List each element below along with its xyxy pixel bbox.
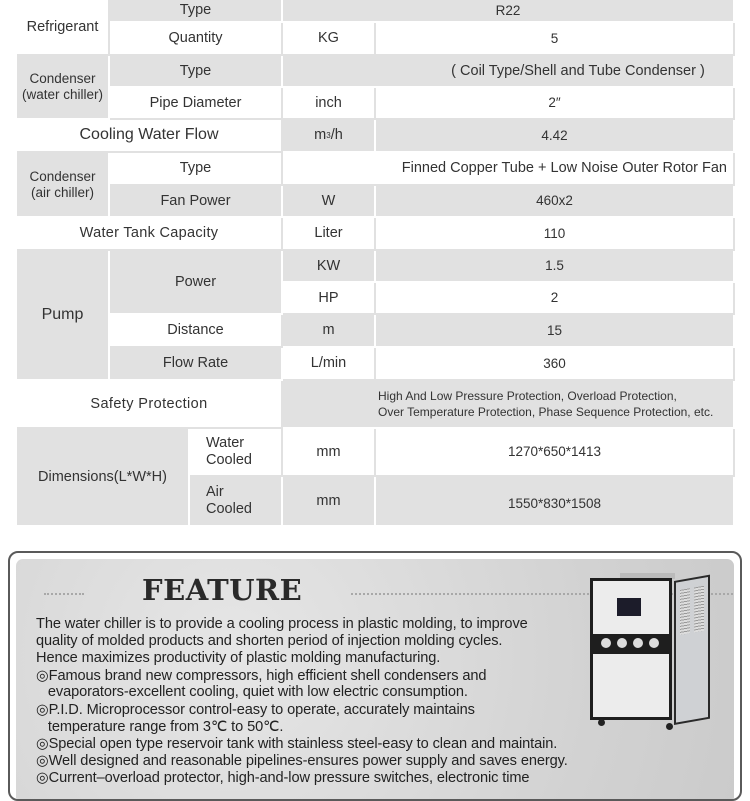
pump-power-kw-value: 1.5 (376, 251, 735, 283)
pump-power-hp-value: 2 (376, 283, 735, 315)
condenser-air-label (17, 153, 110, 218)
condenser-air-label-line2: (air chiller) (30, 184, 94, 200)
condenser-air-type-label: Type (110, 153, 283, 186)
machine-control-panel (617, 598, 641, 616)
cooling-water-flow-unit (283, 120, 376, 153)
water-tank-value: 110 (376, 218, 735, 251)
feature-background (16, 559, 734, 799)
pump-power-kw-unit: KW (283, 251, 376, 283)
refrigerant-quantity-unit: KG (283, 23, 376, 56)
dimensions-air-value: 1550*830*1508 (376, 477, 735, 527)
feature-line: ◎P.I.D. Microprocessor control-easy to operate, accurately maintains (36, 702, 475, 718)
dimensions-air-unit: mm (283, 477, 376, 527)
safety-label: Safety Protection (17, 381, 283, 429)
pump-distance-label: Distance (110, 315, 283, 348)
refrigerant-label: Refrigerant (17, 0, 110, 56)
pump-flow-value: 360 (376, 348, 735, 381)
feature-line: The water chiller is to provide a cooling process in plastic molding, to improve (36, 616, 528, 632)
dimensions-air-label (190, 477, 283, 527)
feature-line: quality of molded products and shorten period of injection molding cycles. (36, 633, 503, 649)
dimensions-water-value: 1270*650*1413 (376, 429, 735, 477)
fan-power-label: Fan Power (110, 186, 283, 218)
pump-distance-unit: m (283, 315, 376, 348)
fan-power-unit: W (283, 186, 376, 218)
refrigerant-type-value: R22 (283, 0, 735, 23)
feature-line: ◎Current–overload protector, high-and-low pressure switches, electronic time (36, 770, 530, 786)
dimensions-label: Dimensions(L*W*H) (17, 429, 190, 527)
water-line2: Cooled (206, 452, 252, 468)
feature-line: evaporators-excellent cooling, quiet with low electric consumption. (36, 684, 468, 700)
safety-value-line2: Over Temperature Protection, Phase Sequence Protection, etc. (378, 405, 714, 419)
condenser-water-label (17, 56, 110, 120)
dotted-divider (44, 593, 84, 595)
feature-panel (8, 551, 742, 801)
dimensions-water-unit: mm (283, 429, 376, 477)
dimensions-water-label (190, 429, 283, 477)
cooling-water-flow-value: 4.42 (376, 120, 735, 153)
feature-line: ◎Well designed and reasonable pipelines-ensures power supply and saves energy. (36, 753, 568, 769)
pipe-diameter-value: 2″ (376, 88, 735, 120)
water-tank-label: Water Tank Capacity (17, 218, 283, 251)
air-line1: Air (206, 484, 224, 501)
machine-wheel (598, 719, 605, 726)
machine-side (674, 575, 710, 725)
feature-line: ◎Famous brand new compressors, high efficient shell condensers and (36, 668, 487, 684)
machine-front (590, 578, 672, 720)
pump-distance-value: 15 (376, 315, 735, 348)
water-line1: Water (206, 435, 245, 452)
condenser-water-label-line2: (water chiller) (21, 87, 103, 102)
condenser-water-type-label: Type (110, 56, 283, 88)
machine-gauge-band (593, 634, 669, 654)
safety-value (283, 381, 735, 429)
feature-line: ◎Special open type reservoir tank with stainless steel-easy to clean and maintain. (36, 736, 558, 752)
condenser-air-label-line1: Condenser (29, 168, 96, 184)
refrigerant-type-label: Type (110, 0, 283, 23)
condenser-water-type-value: ( Coil Type/Shell and Tube Condenser ) (283, 56, 735, 88)
pump-flow-label: Flow Rate (110, 348, 283, 381)
unit-tail: /h (330, 127, 343, 144)
pump-flow-unit: L/min (283, 348, 376, 381)
fan-power-value: 460x2 (376, 186, 735, 218)
air-line2: Cooled (206, 501, 252, 517)
pipe-diameter-label: Pipe Diameter (110, 88, 283, 120)
condenser-air-type-value: Finned Copper Tube + Low Noise Outer Rotor Fan (283, 153, 735, 186)
pump-power-hp-unit: HP (283, 283, 376, 315)
feature-line: Hence maximizes productivity of plastic molding manufacturing. (36, 650, 441, 666)
unit-base: m (314, 127, 327, 144)
refrigerant-quantity-value: 5 (376, 23, 735, 56)
refrigerant-quantity-label: Quantity (110, 23, 283, 56)
pipe-diameter-unit: inch (283, 88, 376, 120)
water-tank-unit: Liter (283, 218, 376, 251)
pump-power-label: Power (110, 251, 283, 315)
safety-value-line1: High And Low Pressure Protection, Overload Protection, (378, 388, 677, 403)
chiller-machine-image (590, 573, 715, 735)
pump-label: Pump (17, 251, 110, 381)
feature-line: temperature range from 3℃ to 50℃. (36, 719, 284, 735)
feature-title: FEATURE (142, 573, 303, 607)
cooling-water-flow-label: Cooling Water Flow (17, 120, 283, 153)
machine-wheel (666, 723, 673, 730)
unit-sup: 3 (326, 130, 331, 140)
condenser-water-label-line1: Condenser (29, 71, 96, 87)
